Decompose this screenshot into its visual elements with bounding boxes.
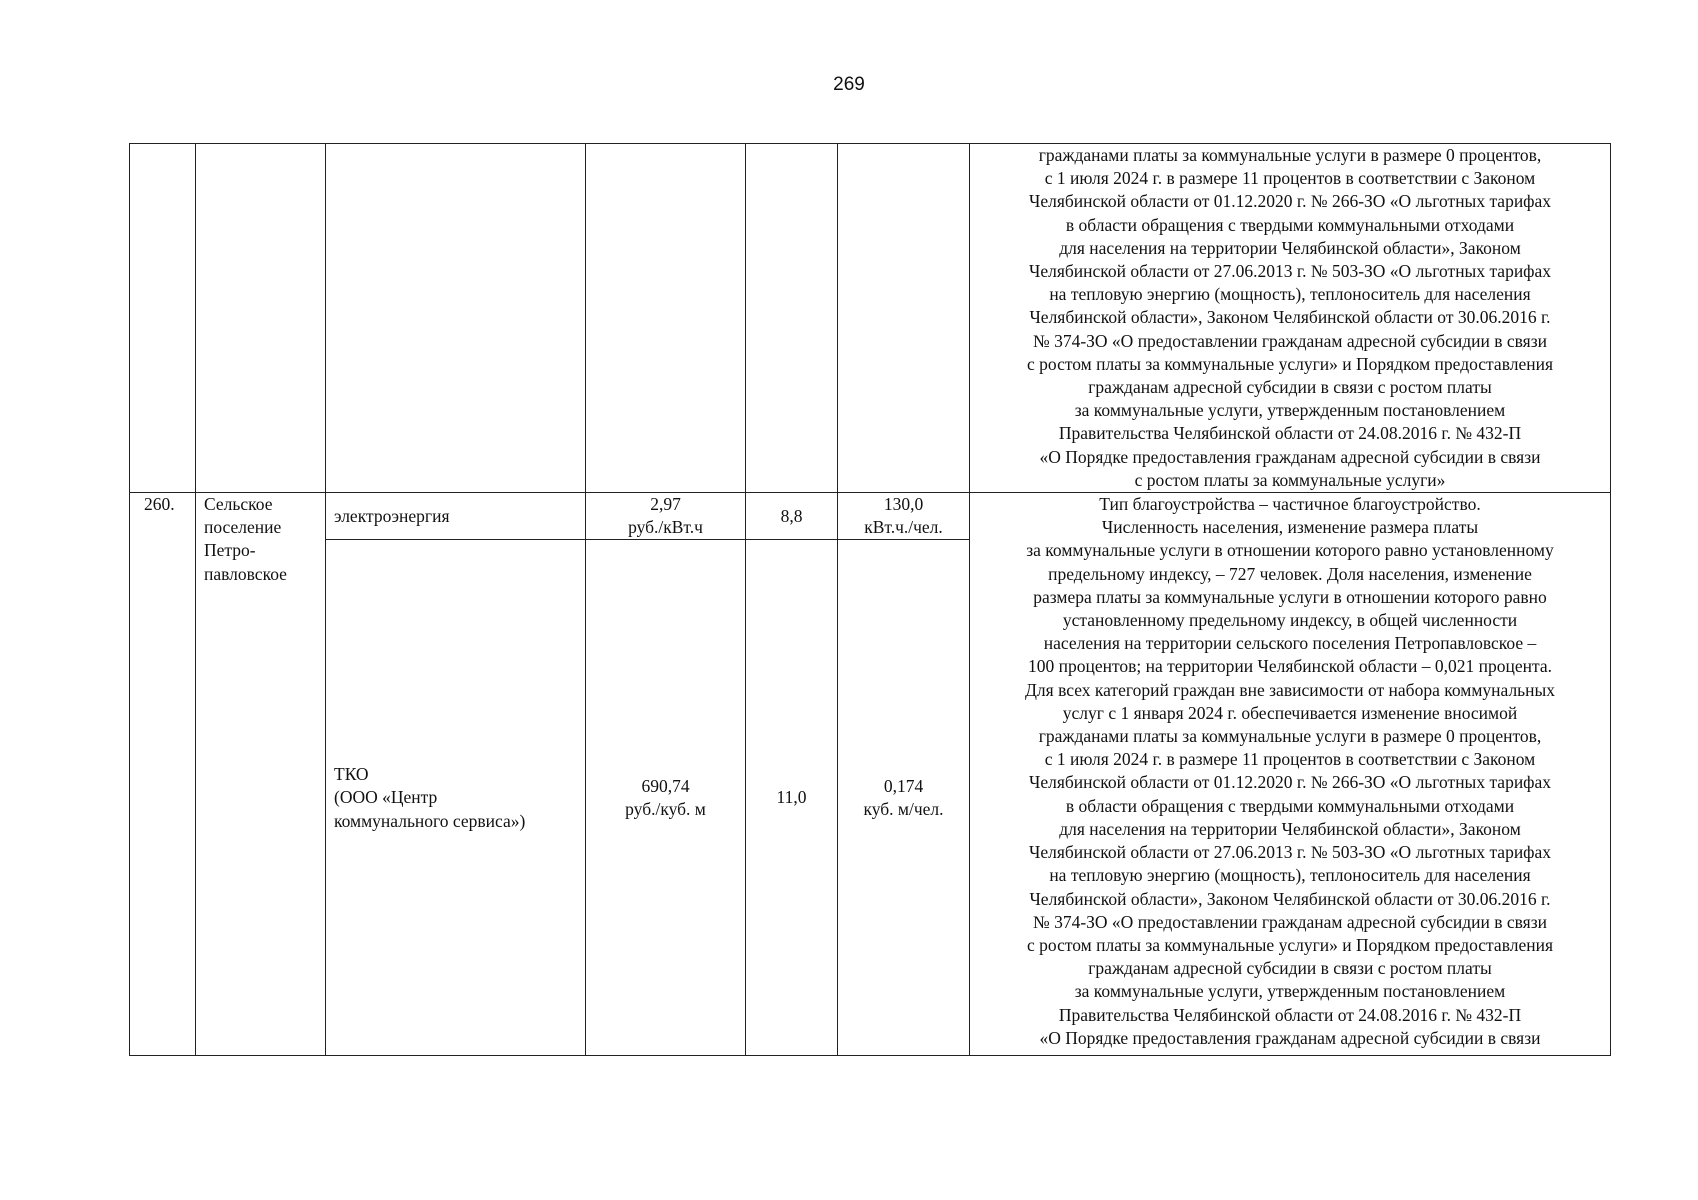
entry-name-cell (196, 493, 326, 1056)
page-number: 269 (833, 74, 865, 95)
description-line: с ростом платы за коммунальные услуги» (1134, 469, 1446, 490)
description-line: за коммунальные услуги в отношении которого равно установленному (1026, 540, 1554, 561)
description-line: для населения на территории Челябинской области», Законом (1059, 237, 1521, 258)
cont-norm-cell (838, 144, 970, 493)
description-line: гражданам адресной субсидии в связи с ростом платы (1088, 958, 1492, 979)
description-line: размера платы за коммунальные услуги в отношении которого равно (1033, 586, 1547, 607)
service-provider: коммунального сервиса») (334, 810, 526, 831)
description-line: № 374-ЗО «О предоставлении гражданам адресной субсидии в связи (1033, 911, 1547, 932)
norm-cell (838, 540, 970, 1056)
description-line: № 374-ЗО «О предоставлении гражданам адресной субсидии в связи (1033, 330, 1547, 351)
description-line: в области обращения с твердыми коммунальными отходами (1065, 214, 1515, 235)
entry-name-line: Сельское (204, 494, 273, 515)
description-line: установленному предельному индексу, в общей численности (1062, 610, 1518, 631)
description-line: с ростом платы за коммунальные услуги» и Порядком предоставления (1027, 353, 1553, 374)
description-line: Челябинской области от 01.12.2020 г. № 266-ЗО «О льготных тарифах (1028, 772, 1552, 793)
description-line: на тепловую энергию (мощность), теплоноситель для населения (1049, 865, 1531, 886)
description-line: Правительства Челябинской области от 24.08.2016 г. № 432-П (1058, 423, 1522, 444)
description-line: Тип благоустройства – частичное благоустройство. (1099, 494, 1481, 515)
tariff-value: 690,74 (641, 775, 690, 796)
tariff-cell (586, 540, 746, 1056)
description-line: Правительства Челябинской области от 24.08.2016 г. № 432-П (1058, 1004, 1522, 1025)
cont-number-cell (130, 144, 196, 493)
description-line: Численность населения, изменение размера платы (1101, 517, 1479, 538)
index-value: 8,8 (780, 505, 803, 526)
description-line: Челябинской области от 27.06.2013 г. № 503-ЗО «О льготных тарифах (1028, 842, 1552, 863)
description-line: населения на территории сельского поселения Петропавловское – (1043, 633, 1537, 654)
tariff-unit: руб./куб. м (625, 798, 706, 819)
description-line: за коммунальные услуги, утвержденным постановлением (1074, 400, 1506, 421)
entry-name-line: Петро- (204, 540, 256, 561)
description-line: 100 процентов; на территории Челябинской области – 0,021 процента. (1027, 656, 1552, 677)
norm-value: 0,174 (883, 775, 924, 796)
norm-unit: куб. м/чел. (863, 798, 944, 819)
cont-name-cell (196, 144, 326, 493)
cont-description-cell (970, 144, 1611, 493)
service-name: ТКО (334, 764, 369, 785)
description-line: с 1 июля 2024 г. в размере 11 процентов в соответствии с Законом (1044, 749, 1536, 770)
description-line: предельному индексу, – 727 человек. Доля населения, изменение (1048, 563, 1532, 584)
service-name-cell (326, 493, 586, 540)
tariff-value: 2,97 (650, 494, 681, 515)
description-line: «О Порядке предоставления гражданам адресной субсидии в связи (1039, 446, 1541, 467)
description-line: с 1 июля 2024 г. в размере 11 процентов в соответствии с Законом (1044, 168, 1536, 189)
description-line: за коммунальные услуги, утвержденным постановлением (1074, 981, 1506, 1002)
entry-row-electricity (130, 493, 1611, 540)
description-line: услуг с 1 января 2024 г. обеспечивается изменение вносимой (1062, 702, 1518, 723)
description-line: в области обращения с твердыми коммунальными отходами (1065, 795, 1515, 816)
description-line: Для всех категорий граждан вне зависимости от набора коммунальных (1024, 679, 1556, 700)
entry-number-cell (130, 493, 196, 1056)
service-name-cell (326, 540, 586, 1056)
continuation-row (130, 144, 1611, 493)
tariff-table (129, 143, 1611, 1056)
tariff-unit: руб./кВт.ч (628, 517, 703, 538)
description-line: с ростом платы за коммунальные услуги» и Порядком предоставления (1027, 934, 1553, 955)
index-cell (746, 493, 838, 540)
description-line: «О Порядке предоставления гражданам адресной субсидии в связи (1039, 1027, 1541, 1048)
norm-value: 130,0 (883, 494, 924, 515)
cont-index-cell (746, 144, 838, 493)
description-line: гражданами платы за коммунальные услуги в размере 0 процентов, (1038, 726, 1542, 747)
description-line: гражданам адресной субсидии в связи с ростом платы (1088, 377, 1492, 398)
description-line: гражданами платы за коммунальные услуги в размере 0 процентов, (1038, 145, 1542, 165)
description-line: на тепловую энергию (мощность), теплоноситель для населения (1049, 284, 1531, 305)
entry-number: 260. (144, 494, 175, 515)
index-cell (746, 540, 838, 1056)
entry-name-line: поселение (204, 517, 282, 538)
tariff-cell (586, 493, 746, 540)
service-name: электроэнергия (334, 505, 450, 526)
norm-unit: кВт.ч./чел. (864, 517, 943, 538)
cont-tariff-cell (586, 144, 746, 493)
index-value: 11,0 (776, 787, 807, 808)
entry-description-cell (970, 493, 1611, 1056)
cont-service-cell (326, 144, 586, 493)
description-line: Челябинской области», Законом Челябинской области от 30.06.2016 г. (1029, 888, 1551, 909)
description-line: Челябинской области», Законом Челябинской области от 30.06.2016 г. (1029, 307, 1551, 328)
description-line: Челябинской области от 27.06.2013 г. № 503-ЗО «О льготных тарифах (1028, 261, 1552, 282)
entry-name-line: павловское (204, 563, 287, 584)
description-line: для населения на территории Челябинской области», Законом (1059, 818, 1521, 839)
norm-cell (838, 493, 970, 540)
description-line: Челябинской области от 01.12.2020 г. № 266-ЗО «О льготных тарифах (1028, 191, 1552, 212)
service-provider: (ООО «Центр (334, 787, 438, 808)
